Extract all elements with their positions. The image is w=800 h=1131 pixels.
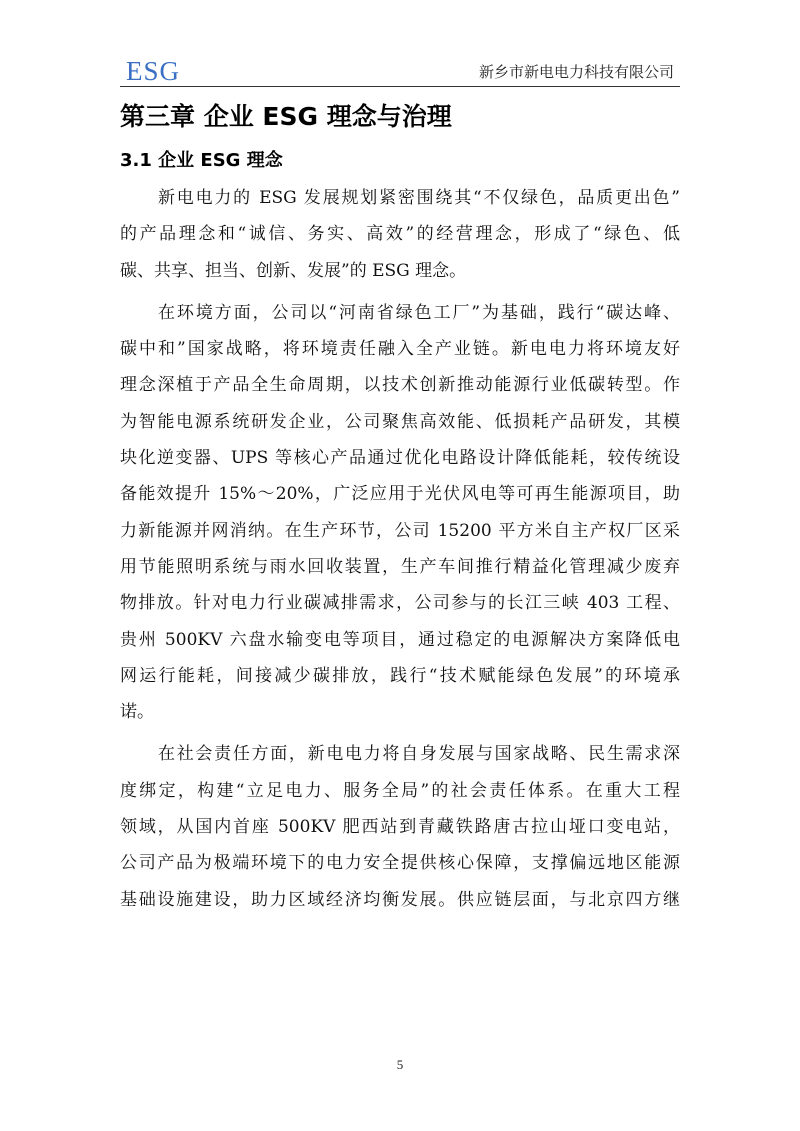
text-line: 诺。 bbox=[120, 702, 154, 723]
text-line: 基础设施建设，助力区域经济均衡发展。供应链层面，与北京四方继 bbox=[120, 889, 680, 910]
text-line: 网运行能耗，间接减少碳排放，践行“技术赋能绿色发展”的环境承 bbox=[120, 665, 680, 686]
paragraph-environment bbox=[120, 295, 680, 731]
text-line: 为智能电源系统研发企业，公司聚焦高效能、低损耗产品研发，其模 bbox=[120, 411, 680, 432]
company-name: 新乡市新电电力科技有限公司 bbox=[478, 63, 674, 81]
paragraph-social-responsibility bbox=[120, 736, 680, 917]
chapter-title: 第三章 企业 ESG 理念与治理 bbox=[120, 102, 452, 131]
page-number: 5 bbox=[396, 1057, 404, 1072]
text-line: 碳中和”国家战略，将环境责任融入全产业链。新电电力将环境友好 bbox=[120, 339, 680, 360]
esg-logo: ESG bbox=[126, 56, 181, 86]
page-header bbox=[120, 52, 680, 87]
text-line: 的产品理念和“诚信、务实、高效”的经营理念，形成了“绿色、低 bbox=[120, 224, 680, 245]
text-line: 力新能源并网消纳。在生产环节，公司 15200 平方米自主产权厂区采 bbox=[120, 520, 680, 541]
text-line: 理念深植于产品全生命周期，以技术创新推动能源行业低碳转型。作 bbox=[120, 375, 680, 396]
text-line: 新电电力的 ESG 发展规划紧密围绕其“不仅绿色，品质更出色” bbox=[158, 188, 680, 208]
text-line: 贵州 500KV 六盘水输变电等项目，通过稳定的电源解决方案降低电 bbox=[120, 629, 680, 650]
text-line: 碳、共享、担当、创新、发展”的 ESG 理念。 bbox=[120, 260, 467, 281]
text-line: 领域，从国内首座 500KV 肥西站到青藏铁路唐古拉山垭口变电站， bbox=[120, 817, 680, 838]
text-line: 公司产品为极端环境下的电力安全提供核心保障，支撑偏远地区能源 bbox=[120, 853, 680, 874]
text-line: 在社会责任方面，新电电力将自身发展与国家战略、民生需求深 bbox=[158, 744, 680, 765]
text-line: 块化逆变器、UPS 等核心产品通过优化电路设计降低能耗，较传统设 bbox=[120, 448, 680, 469]
text-line: 物排放。针对电力行业碳减排需求，公司参与的长江三峡 403 工程、 bbox=[120, 593, 680, 614]
paragraph-esg-concept bbox=[120, 180, 680, 289]
text-line: 度绑定，构建“立足电力、服务全局”的社会责任体系。在重大工程 bbox=[120, 780, 680, 801]
text-line: 在环境方面，公司以“河南省绿色工厂”为基础，践行“碳达峰、 bbox=[158, 302, 680, 323]
text-line: 用节能照明系统与雨水回收装置，生产车间推行精益化管理减少废弃 bbox=[120, 556, 680, 577]
body-text bbox=[120, 180, 680, 924]
section-title: 3.1 企业 ESG 理念 bbox=[120, 150, 283, 171]
text-line: 备能效提升 15%～20%，广泛应用于光伏风电等可再生能源项目，助 bbox=[120, 484, 680, 505]
